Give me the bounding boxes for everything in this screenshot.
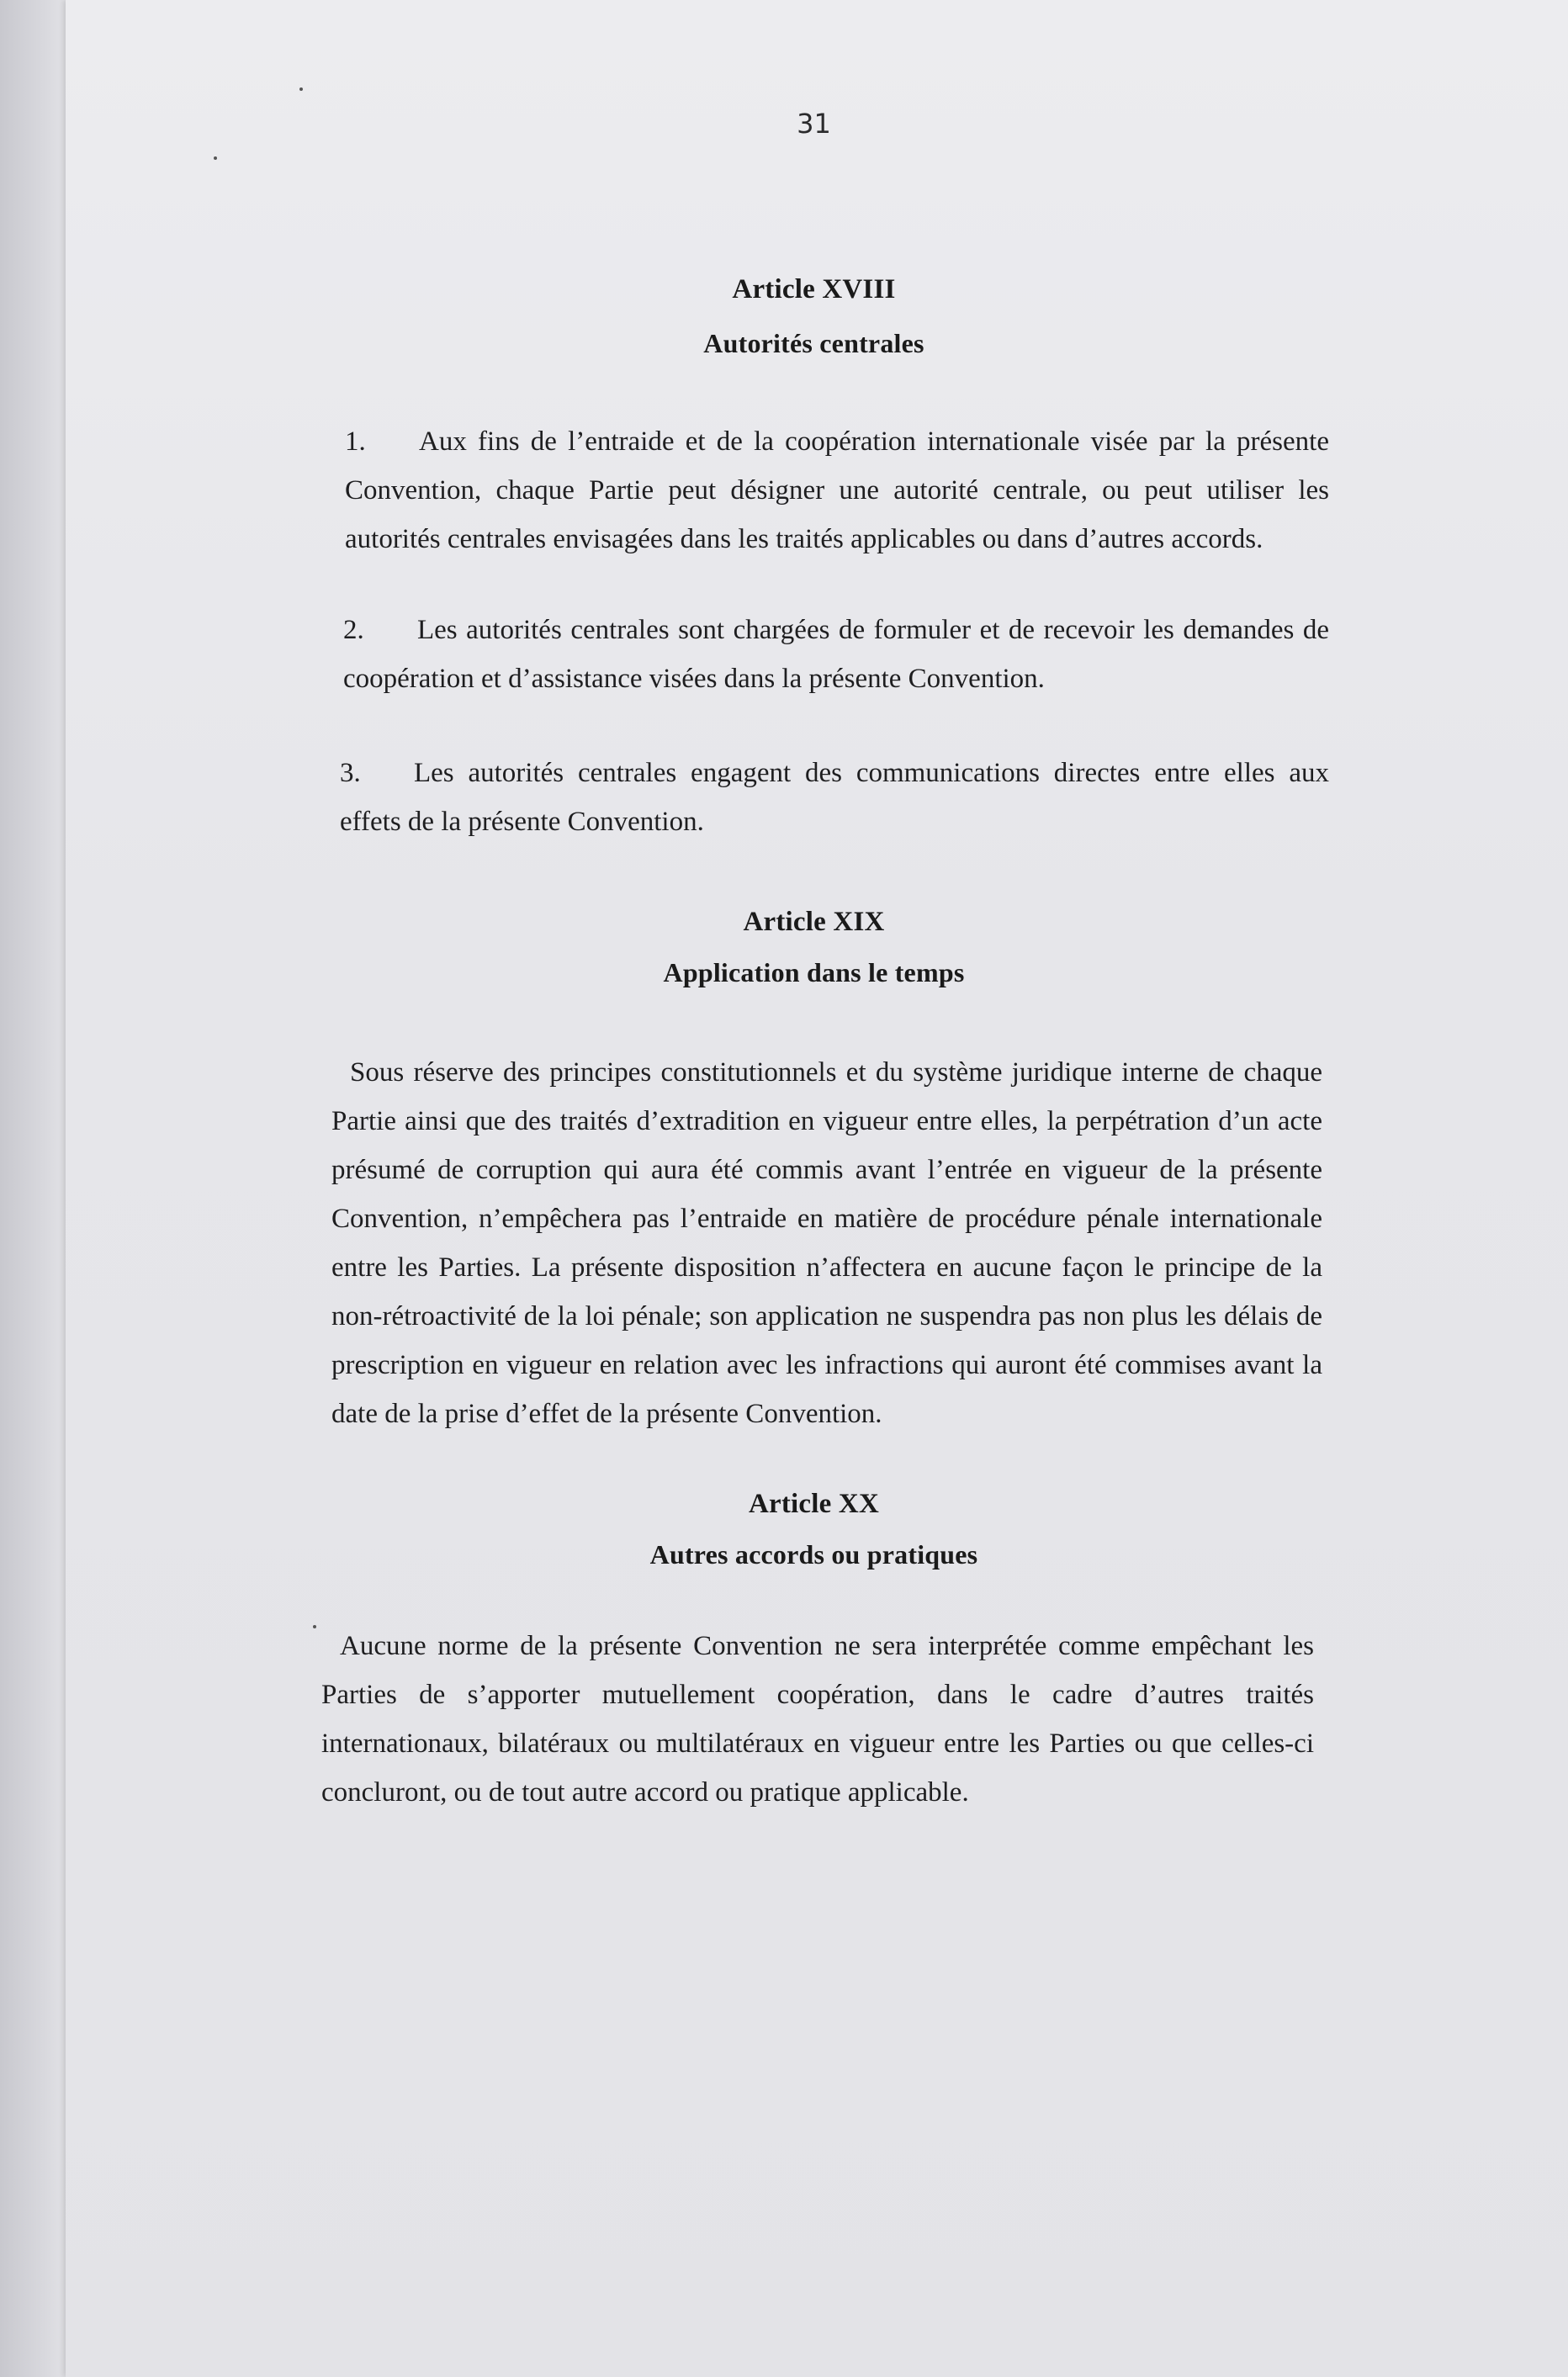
article-18-title: Article XVIII <box>732 274 896 304</box>
article-19-paragraph <box>331 1048 1322 1438</box>
article-19-title: Article XIX <box>743 907 885 937</box>
scan-speck <box>313 1625 316 1628</box>
paragraph-number: 3. <box>340 758 361 788</box>
page-number: 31 <box>797 108 831 140</box>
article-18-subtitle: Autorités centrales <box>703 328 924 358</box>
paragraph-text: Sous réserve des principes constitutionnels et du système juridique interne de chaque Partie ainsi que des traités d’extradition en vigueur entre elles, la perpétration d’un acte présumé de corruption qui aura été commis avant l’entrée en vigueur de la présente Convention, n’empêchera pas l’entraide en matière de procédure pénale internationale entre les Parties. La présente disposition n’affectera en aucune façon le principe de la non-rétroactivité de la loi pénale; son application ne suspendra pas non plus les délais de prescription en vigueur en relation avec les infractions qui auront été commises avant la date de la prise d’effet de la présente Convention. <box>331 1057 1322 1429</box>
article-20-subtitle: Autres accords ou pratiques <box>649 1539 978 1570</box>
paragraph-number: 2. <box>343 615 364 645</box>
paragraph-text: Les autorités centrales sont chargées de formuler et de recevoir les demandes de coopération et d’assistance visées dans la présente Convention. <box>343 615 1329 694</box>
article-18-paragraph-2 <box>343 606 1329 703</box>
article-18-paragraph-3 <box>340 749 1329 846</box>
article-20-paragraph <box>321 1622 1314 1817</box>
scan-speck <box>299 87 303 91</box>
paragraph-text: Aucune norme de la présente Convention ne sera interprétée comme empêchant les Parties de s’apporter mutuellement coopération, dans le cadre d’autres traités internationaux, bilatéraux ou multilatéraux en vigueur entre les Parties ou que celles-ci concluront, ou de tout autre accord ou pratique applicable. <box>321 1631 1314 1808</box>
article-19-subtitle: Application dans le temps <box>663 957 965 987</box>
article-18-paragraph-1 <box>345 417 1329 564</box>
paragraph-text: Les autorités centrales engagent des communications directes entre elles aux effets de la présente Convention. <box>340 758 1329 837</box>
article-20-title: Article XX <box>748 1489 879 1519</box>
paragraph-text: Aux fins de l’entraide et de la coopération internationale visée par la présente Convention, chaque Partie peut désigner une autorité centrale, ou peut utiliser les autorités centrales envisagées dans les traités applicables ou dans d’autres accords. <box>345 426 1329 554</box>
paragraph-number: 1. <box>345 426 366 457</box>
scan-speck <box>214 156 217 160</box>
